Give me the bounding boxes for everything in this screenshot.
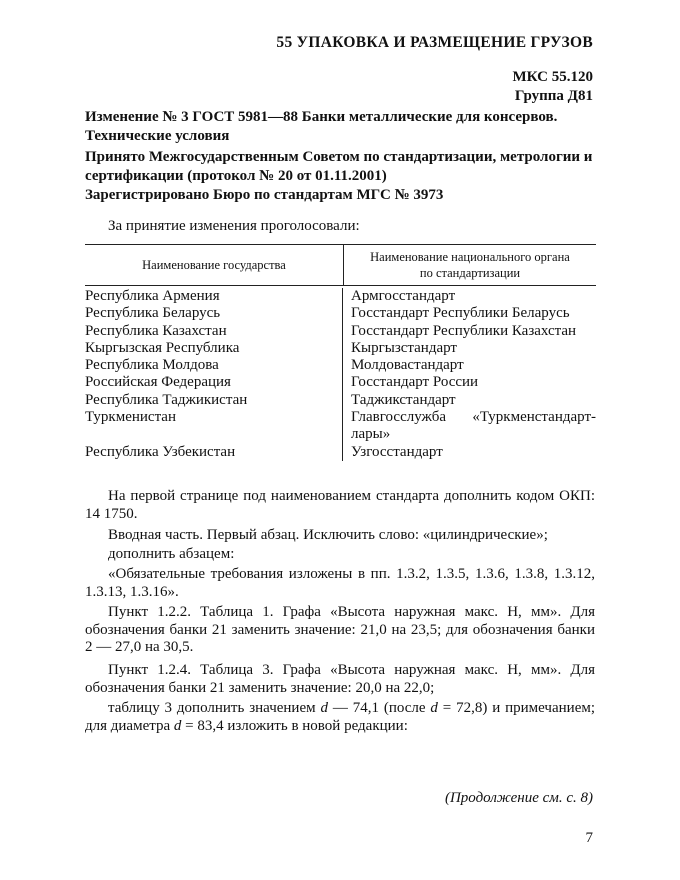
body-cell: Узгосстандарт (351, 443, 443, 460)
paragraph-intro-part: Вводная часть. Первый абзац. Исключить слово: «цилиндрические»; (108, 527, 548, 543)
amendment-title-line1: Изменение № 3 ГОСТ 5981—88 Банки металлические для консервов. (85, 109, 558, 125)
body-cell: Госстандарт России (351, 374, 479, 391)
table-row (85, 374, 596, 391)
classification-block (513, 68, 594, 106)
body-cell: Таджикстандарт (351, 391, 456, 408)
adopted-line2: сертификации (протокол № 20 от 01.11.2001) (85, 168, 387, 184)
state-cell: Российская Федерация (85, 374, 343, 391)
table-row (85, 288, 596, 305)
state-cell: Республика Молдова (85, 357, 343, 374)
table-body (85, 286, 596, 465)
section-header: 55 УПАКОВКА И РАЗМЕЩЕНИЕ ГРУЗОВ (276, 34, 593, 51)
paragraph-clause-124: Пункт 1.2.4. Таблица 3. Графа «Высота наружная макс. H, мм». Для обозначения банки 21 заменить значение: 20,0 на 22,0; (85, 662, 595, 696)
state-cell: Республика Армения (85, 288, 343, 305)
mks-code: МКС 55.120 (512, 69, 593, 85)
table-header (85, 245, 596, 286)
adoption-info (85, 148, 595, 205)
registered-line: Зарегистрировано Бюро по стандартам МГС № 3973 (85, 187, 444, 203)
state-cell: Республика Беларусь (85, 305, 343, 322)
body-cell: Армгосстандарт (351, 288, 456, 304)
state-cell: Туркменистан (85, 409, 343, 444)
body-cell: Госстандарт Республики Беларусь (351, 305, 570, 322)
table-row (85, 444, 596, 461)
body-cell: Главгосслужба «Туркменстандарт-лары» (351, 409, 596, 443)
table-row (85, 392, 596, 409)
table-row (85, 409, 596, 444)
body-cell: Молдовастандарт (351, 357, 464, 374)
table-row (85, 305, 596, 322)
adopted-line1: Принято Межгосударственным Советом по стандартизации, метрологии и (85, 149, 593, 165)
table-row (85, 323, 596, 340)
paragraph-table3: таблицу 3 дополнить значением d — 74,1 (после d = 72,8) и примечанием; для диаметра d = 83,4 изложить в новой редакции: (85, 700, 596, 734)
paragraph-clause-122: Пункт 1.2.2. Таблица 1. Графа «Высота наружная макс. H, мм». Для обозначения банки 21 заменить значение: 21,0 на 23,5; для обозначения банки 2 — 27,0 на 30,5. (85, 604, 595, 656)
group-code: Группа Д81 (514, 88, 593, 104)
table-row (85, 340, 596, 357)
page-number: 7 (585, 830, 593, 846)
header-body: Наименование национального органа по стандартизации (370, 250, 570, 280)
amendment-title-line2: Технические условия (85, 128, 230, 144)
body-cell: Кыргызстандарт (351, 339, 457, 356)
vote-intro: За принятие изменения проголосовали: (108, 218, 360, 234)
voting-table (85, 244, 596, 465)
amendment-title (85, 108, 595, 146)
state-cell: Республика Таджикистан (85, 392, 343, 409)
table-row (85, 357, 596, 374)
state-cell: Республика Казахстан (85, 323, 343, 340)
header-state: Наименование государства (85, 245, 344, 285)
continuation-note: (Продолжение см. с. 8) (444, 790, 593, 806)
paragraph-add: дополнить абзацем: (108, 546, 235, 562)
paragraph-okp: На первой странице под наименованием стандарта дополнить кодом ОКП: 14 1750. (85, 488, 595, 522)
state-cell: Республика Узбекистан (85, 444, 343, 461)
body-cell: Госстандарт Республики Казахстан (351, 322, 577, 339)
paragraph-requirements: «Обязательные требования изложены в пп. 1.3.2, 1.3.5, 1.3.6, 1.3.8, 1.3.12, 1.3.13, 1.3.16». (85, 566, 595, 600)
state-cell: Кыргызская Республика (85, 340, 343, 357)
